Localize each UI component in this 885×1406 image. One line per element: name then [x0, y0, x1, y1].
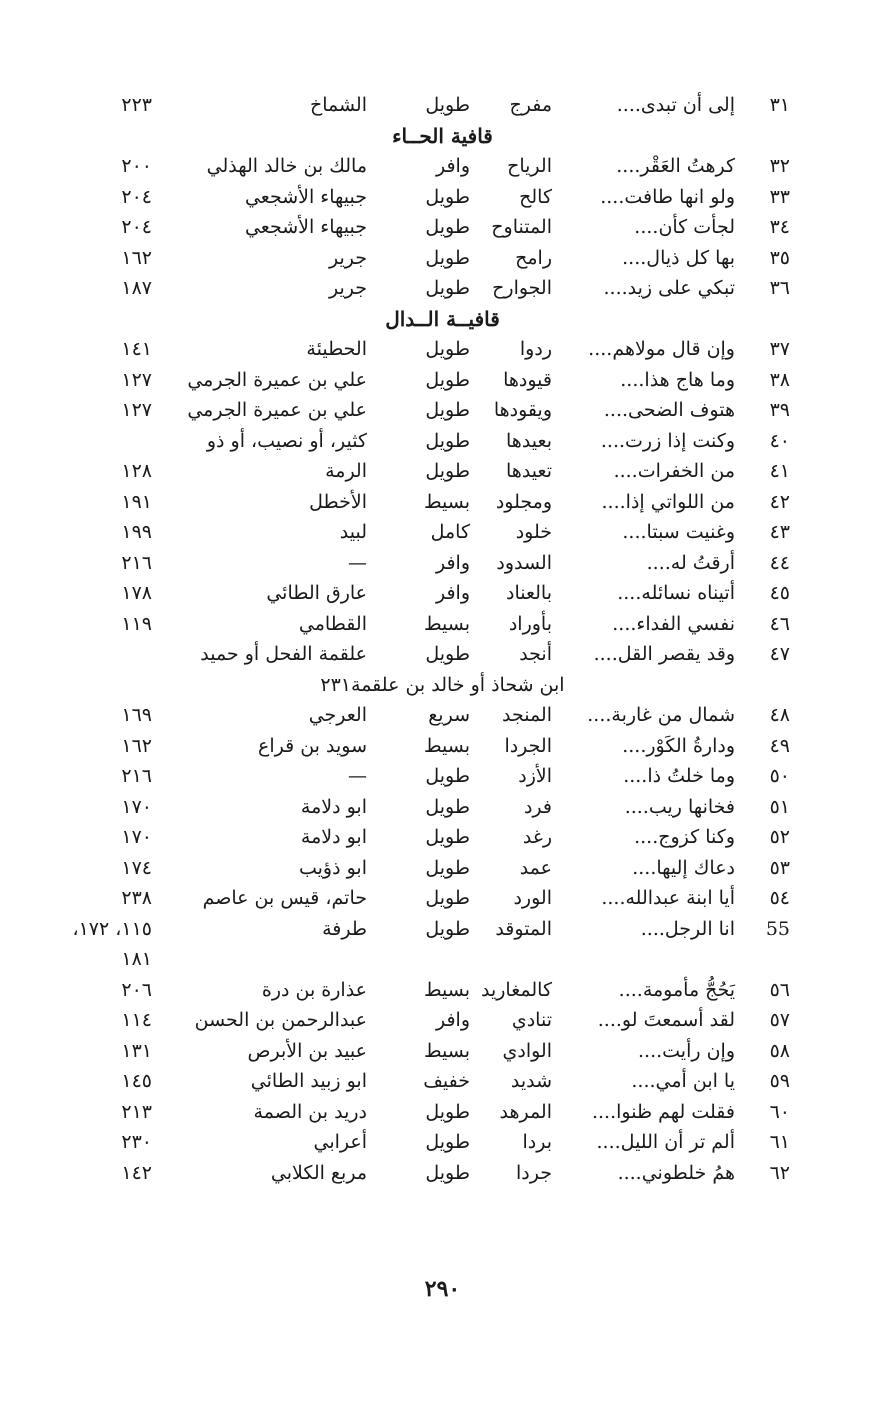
meter-name: طويل	[425, 368, 470, 391]
meter-name: بسيط	[423, 978, 470, 1001]
page-reference: ١٦٢	[121, 246, 152, 269]
rhyme-word: فرد	[523, 795, 552, 818]
index-row	[0, 548, 885, 578]
index-row	[0, 1097, 885, 1127]
index-row	[0, 914, 885, 944]
page-reference: ١٧٠	[121, 795, 152, 818]
poet-name: عذارة بن درة	[261, 978, 367, 1001]
poet-name: الحطيئة	[306, 338, 367, 360]
rhyme-word: المتوقد	[495, 917, 552, 940]
meter-name: طويل	[425, 856, 470, 879]
page-reference: ١٤٥	[121, 1070, 152, 1092]
verse-incipit: وكنا كزوج....	[634, 826, 735, 848]
rhyme-word: السدود	[496, 551, 552, 574]
poet-name: العرجي	[308, 704, 367, 726]
verse-incipit: ودارةُ الكَوْر....	[622, 734, 735, 757]
verse-number: ٥٨	[769, 1039, 790, 1062]
verse-incipit: وغنيت سبتا....	[622, 521, 735, 543]
index-row	[0, 334, 885, 364]
section-heading-text: قافية الحــاء	[392, 123, 493, 148]
page-reference: ١٦٢	[121, 734, 152, 757]
meter-name: خفيف	[423, 1070, 470, 1092]
meter-name: طويل	[425, 1161, 470, 1184]
verse-incipit: انا الرجل....	[640, 917, 735, 940]
poet-name: ابو دلامة	[300, 795, 367, 818]
verse-incipit: من الخفرات....	[613, 460, 735, 482]
verse-number: ٥٠	[769, 765, 790, 787]
page-reference: ١٧٨	[121, 582, 152, 604]
rhyme-word: ردوا	[519, 338, 552, 360]
rhyme-word: ويقودها	[493, 399, 552, 421]
poet-name: علي بن عميرة الجرمي	[187, 368, 367, 391]
rhyme-word: قيودها	[503, 368, 552, 391]
rhyme-word: تنادي	[511, 1009, 552, 1031]
continuation-text: ابن شحاذ أو خالد بن علقمة٢٣١	[320, 673, 565, 696]
verse-number: ٣٤	[769, 216, 790, 238]
verse-incipit: هتوف الضحى....	[603, 399, 735, 421]
poet-name: عبدالرحمن بن الحسن	[194, 1009, 367, 1031]
verse-incipit: يَحُجُّ مأمومة....	[618, 978, 735, 1001]
index-row	[0, 426, 885, 456]
verse-incipit: فخانها ريب....	[624, 795, 735, 818]
page-reference: ٢١٣	[121, 1100, 152, 1123]
index-row	[0, 1066, 885, 1096]
verse-number: ٤٦	[769, 612, 790, 635]
rhyme-word: جردا	[516, 1161, 552, 1184]
verse-number: ٤٠	[769, 429, 790, 452]
poet-name: عبيد بن الأبرص	[247, 1039, 367, 1062]
verse-number: ٣٦	[769, 277, 790, 299]
verse-number: ٥٧	[769, 1009, 790, 1031]
verse-number: ٤٧	[769, 643, 790, 665]
page-reference: ١٢٧	[121, 399, 152, 421]
verse-incipit: من اللواتي إذا....	[601, 490, 735, 513]
verse-number: ٣١	[769, 94, 790, 116]
verse-incipit: يا ابن أمي....	[631, 1070, 735, 1092]
verse-number: ٣٧	[769, 338, 790, 360]
verse-number: ٣٩	[769, 399, 790, 421]
verse-number: ٤٥	[769, 582, 790, 604]
index-row	[0, 1036, 885, 1066]
index-row	[0, 1158, 885, 1188]
page-number: ٢٩٠	[424, 1276, 461, 1302]
page-reference: ٢٣٨	[121, 887, 152, 909]
index-row	[0, 487, 885, 517]
page-reference: ٢٠٦	[121, 978, 152, 1001]
verse-incipit: ولو انها طافت....	[600, 185, 735, 208]
meter-name: طويل	[425, 917, 470, 940]
verse-incipit: فقلت لهم ظنوا....	[591, 1100, 735, 1123]
verse-number: ٥٩	[769, 1070, 790, 1092]
poet-name: ابو دلامة	[300, 826, 367, 848]
meter-name: طويل	[425, 429, 470, 452]
page-reference: ١٢٧	[121, 368, 152, 391]
index-row	[0, 182, 885, 212]
index-row	[0, 883, 885, 913]
meter-name: وافر	[435, 582, 470, 604]
verse-number: ٦٢	[769, 1161, 790, 1184]
verse-incipit: تبكي على زيد....	[603, 277, 735, 299]
page-reference: ١١٥، ١٧٢،	[72, 917, 152, 940]
verse-number: ٣٥	[769, 246, 790, 269]
page-reference: ١٣١	[121, 1039, 152, 1062]
page-reference: ١٧٠	[121, 826, 152, 848]
meter-name: طويل	[425, 795, 470, 818]
rhyme-word: الورد	[513, 887, 552, 909]
index-row	[0, 975, 885, 1005]
rhyme-word: الأزد	[518, 765, 552, 787]
meter-name: طويل	[425, 643, 470, 665]
index-row	[0, 212, 885, 242]
index-row	[0, 853, 885, 883]
verse-incipit: وإن رأيت....	[637, 1039, 735, 1062]
page-reference: ١١٩	[121, 612, 152, 635]
meter-name: طويل	[425, 246, 470, 269]
verse-incipit: إلى أن تبدى....	[616, 94, 735, 116]
rhyme-word: بردا	[522, 1131, 552, 1153]
poet-name: الأخطل	[309, 490, 367, 513]
rhyme-word: المتناوح	[491, 216, 552, 238]
poet-name: الرمة	[325, 460, 367, 482]
continuation-line	[0, 670, 885, 700]
index-row	[0, 1127, 885, 1157]
page-reference: ٢٠٤	[121, 216, 152, 238]
verse-number: ٤٣	[769, 521, 790, 543]
page-reference: ١٤٢	[121, 1161, 152, 1184]
page-reference: ٢١٦	[121, 765, 152, 787]
verse-number: 55	[765, 917, 790, 940]
verse-number: ٦٠	[769, 1100, 790, 1123]
verse-number: ٦١	[769, 1131, 790, 1153]
index-row	[0, 90, 885, 120]
verse-incipit: كرهتُ العَقْر....	[616, 155, 735, 177]
index-row	[0, 609, 885, 639]
page-reference: ١٩١	[121, 490, 152, 513]
rhyme-word: تعيدها	[506, 460, 552, 482]
rhyme-word: مفرج	[509, 94, 552, 116]
meter-name: وافر	[435, 155, 470, 177]
verse-number: ٣٨	[769, 368, 790, 391]
meter-name: سريع	[428, 704, 470, 726]
index-row	[0, 243, 885, 273]
index-row	[0, 822, 885, 852]
page-reference: ٢٠٠	[121, 155, 152, 177]
rhyme-word: الجوارح	[492, 277, 552, 299]
verse-incipit: لجأت كأن....	[634, 216, 735, 238]
meter-name: وافر	[435, 551, 470, 574]
page-reference: ١٦٩	[121, 704, 152, 726]
poet-name: —	[348, 765, 367, 787]
meter-name: طويل	[425, 185, 470, 208]
verse-incipit: دعاك إليها....	[632, 856, 735, 879]
meter-name: طويل	[425, 338, 470, 360]
rhyme-word: كالح	[519, 185, 552, 208]
index-row	[0, 395, 885, 425]
index-row	[0, 456, 885, 486]
verse-number: ٤٩	[769, 734, 790, 757]
poet-name: القطامي	[298, 612, 367, 635]
verse-incipit: أرقتُ له....	[646, 551, 735, 574]
verse-incipit: لقد أسمعتَ لو....	[597, 1009, 735, 1031]
page-reference: ١٨٧	[121, 277, 152, 299]
poet-name: عارق الطائي	[266, 582, 367, 604]
page-reference: ٢١٦	[121, 551, 152, 574]
verse-incipit: وكنت إذا زرت....	[600, 429, 735, 452]
rhyme-word: بالعناد	[505, 582, 552, 604]
verse-incipit: أيا ابنة عبدالله....	[601, 887, 735, 909]
rhyme-word: بعيدها	[506, 429, 552, 452]
section-heading-text: قافيــة الــدال	[385, 306, 500, 331]
verse-incipit: همُ خلطوني....	[617, 1161, 735, 1184]
rhyme-word: رغد	[522, 826, 552, 848]
page-reference: ١٧٤	[121, 856, 152, 879]
meter-name: بسيط	[423, 734, 470, 757]
verse-number: ٥٦	[769, 978, 790, 1001]
verse-incipit: وما خلتُ ذا....	[623, 765, 735, 787]
poet-name: أعرابي	[313, 1131, 367, 1153]
verse-number: ٤١	[769, 460, 790, 482]
page-reference: ٢٣٠	[121, 1131, 152, 1153]
meter-name: طويل	[425, 399, 470, 421]
rhyme-word: كالمغاريد	[481, 978, 552, 1001]
verse-number: ٥٣	[769, 856, 790, 879]
verse-number: ٣٣	[769, 185, 790, 208]
meter-name: طويل	[425, 1131, 470, 1153]
verse-number: ٤٢	[769, 490, 790, 513]
poet-name: لبيد	[339, 521, 367, 543]
section-heading	[0, 121, 885, 151]
rhyme-word: خلود	[515, 521, 552, 543]
verse-incipit: وما هاج هذا....	[620, 368, 735, 391]
verse-incipit: نفسي الفداء....	[612, 612, 735, 635]
page-reference: ١٨١	[121, 948, 152, 970]
rhyme-word: المنجد	[501, 704, 552, 726]
rhyme-word: عمد	[519, 856, 552, 879]
poet-name: كثير، أو نصيب، أو ذو	[206, 429, 367, 452]
poet-name: مربع الكلابي	[270, 1161, 367, 1184]
poet-name: علي بن عميرة الجرمي	[187, 399, 367, 421]
poet-name: سويد بن قراع	[257, 734, 367, 757]
rhyme-word: الوادي	[502, 1039, 552, 1062]
meter-name: بسيط	[423, 612, 470, 635]
page-reference: ١٤١	[121, 338, 152, 360]
meter-name: طويل	[425, 826, 470, 848]
rhyme-word: الرياح	[507, 155, 552, 177]
rhyme-word: ومجلود	[495, 490, 552, 513]
index-row	[0, 273, 885, 303]
poet-name: ابو ذؤيب	[298, 856, 367, 879]
poet-name: جبيهاء الأشجعي	[244, 216, 367, 238]
meter-name: طويل	[425, 216, 470, 238]
meter-name: بسيط	[423, 1039, 470, 1062]
rhyme-word: بأوراد	[508, 612, 552, 635]
meter-name: طويل	[425, 1100, 470, 1123]
poet-name: حاتم، قيس بن عاصم	[202, 887, 367, 909]
poet-name: جبيهاء الأشجعي	[244, 185, 367, 208]
meter-name: كامل	[430, 521, 470, 543]
page-reference: ١٢٨	[121, 460, 152, 482]
verse-incipit: وقد يقصر القل....	[593, 643, 735, 665]
index-row	[0, 792, 885, 822]
meter-name: طويل	[425, 460, 470, 482]
verse-number: ٤٤	[769, 551, 790, 574]
section-heading	[0, 304, 885, 334]
poet-name: الشماخ	[309, 94, 367, 116]
index-row	[0, 151, 885, 181]
poet-name: طرفة	[322, 917, 367, 940]
verse-number: ٥٤	[769, 887, 790, 909]
index-row	[0, 517, 885, 547]
verse-incipit: أتيناه نسائله....	[617, 582, 735, 604]
index-row	[0, 731, 885, 761]
rhyme-word: الجردا	[504, 734, 552, 757]
page-reference: ١١٤	[121, 1009, 152, 1031]
index-row	[0, 639, 885, 669]
page-reference: ١٩٩	[121, 521, 152, 543]
poet-name: دريد بن الصمة	[253, 1100, 367, 1123]
verse-number: ٥١	[769, 795, 790, 818]
meter-name: طويل	[425, 94, 470, 116]
verse-incipit: شمال من غاربة....	[587, 704, 735, 726]
verse-number: ٤٨	[769, 704, 790, 726]
rhyme-word: أنجد	[519, 643, 552, 665]
verse-number: ٥٢	[769, 826, 790, 848]
page-reference: ٢٠٤	[121, 185, 152, 208]
rhyme-word: المرهد	[499, 1100, 552, 1123]
index-row	[0, 761, 885, 791]
meter-name: طويل	[425, 765, 470, 787]
index-row	[0, 365, 885, 395]
poet-name: مالك بن خالد الهذلي	[206, 155, 367, 177]
verse-number: ٣٢	[769, 155, 790, 177]
poet-name: —	[348, 551, 367, 574]
poet-name: ابو زبيد الطائي	[250, 1070, 367, 1092]
index-row	[0, 944, 885, 974]
index-row	[0, 578, 885, 608]
page-reference: ٢٢٣	[121, 94, 152, 116]
poet-name: جرير	[329, 277, 367, 299]
rhyme-word: رامح	[515, 246, 552, 269]
verse-incipit: ألم تر أن الليل....	[596, 1131, 735, 1153]
meter-name: طويل	[425, 887, 470, 909]
meter-name: بسيط	[423, 490, 470, 513]
verse-incipit: بها كل ذيال....	[622, 246, 735, 269]
meter-name: وافر	[435, 1009, 470, 1031]
rhyme-word: شديد	[510, 1070, 552, 1092]
index-row	[0, 700, 885, 730]
verse-incipit: وإن قال مولاهم....	[588, 338, 735, 360]
meter-name: طويل	[425, 277, 470, 299]
index-row	[0, 1005, 885, 1035]
poet-name: جرير	[329, 246, 367, 269]
poet-name: علقمة الفحل أو حميد	[200, 643, 367, 665]
